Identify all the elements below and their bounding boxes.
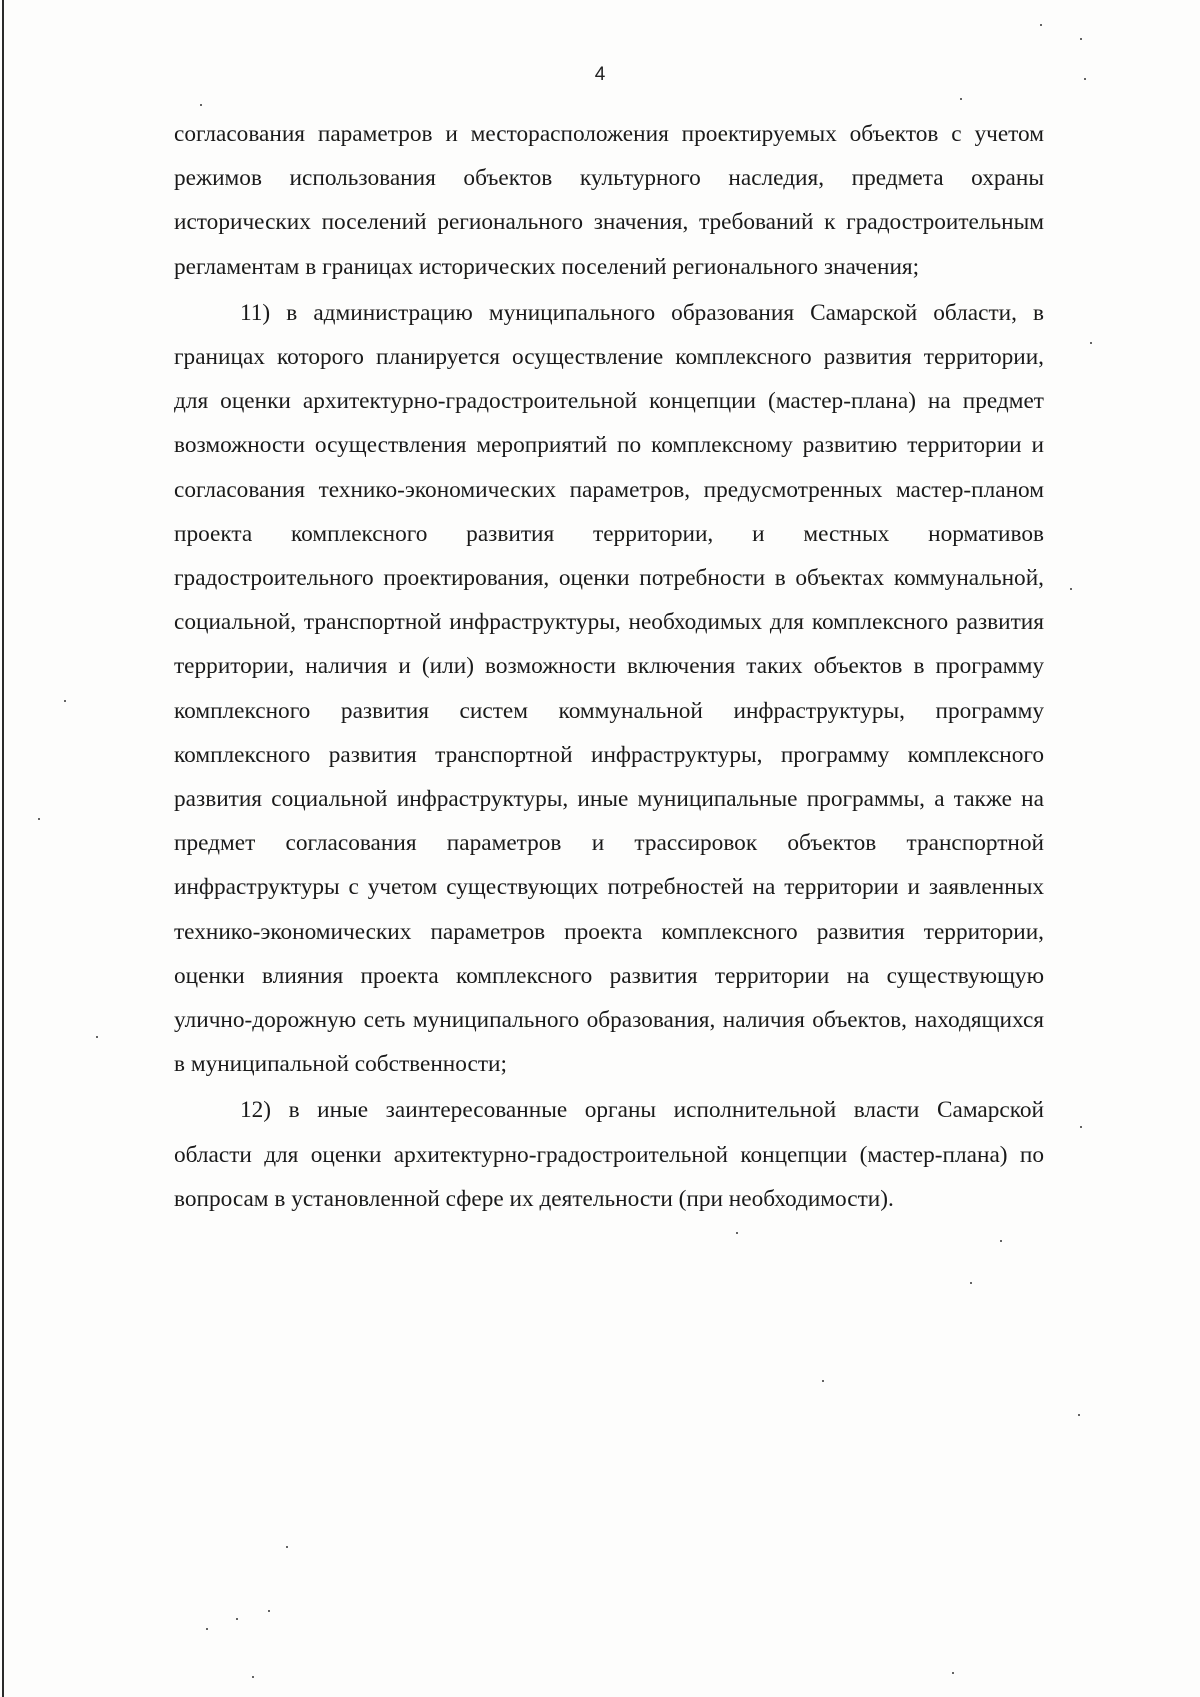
scan-speck bbox=[1090, 342, 1092, 344]
scan-speck bbox=[1080, 1126, 1082, 1128]
scan-left-edge bbox=[2, 0, 4, 1697]
scan-speck bbox=[64, 700, 66, 702]
scan-speck bbox=[200, 104, 202, 106]
page-number: 4 bbox=[594, 64, 606, 85]
scan-speck bbox=[96, 1036, 98, 1038]
paragraph-continuation: согласования параметров и месторасположения проектируемых объектов с учетом режимов использования объектов культурного наследия, предмета охраны исторических поселений регионального значения, требований к градостроительным регламентам в границах исторических поселений регионального значения; bbox=[174, 121, 1044, 280]
document-body bbox=[174, 112, 1044, 1221]
scan-speck bbox=[952, 1672, 954, 1674]
scan-speck bbox=[1080, 38, 1082, 40]
scan-speck bbox=[960, 98, 962, 100]
scan-speck bbox=[252, 1676, 254, 1678]
scan-speck bbox=[236, 1618, 238, 1620]
scan-speck bbox=[822, 1380, 824, 1382]
scan-speck bbox=[736, 1232, 738, 1234]
scan-speck bbox=[38, 818, 40, 820]
scan-speck bbox=[1078, 1414, 1080, 1416]
scan-speck bbox=[286, 1546, 288, 1548]
scan-speck bbox=[206, 1628, 208, 1630]
scan-speck bbox=[1040, 24, 1042, 26]
scan-speck bbox=[1000, 1240, 1002, 1242]
paragraph-item-11: 11) в администрацию муниципального образования Самарской области, в границах которого планируется осуществление комплексного развития территории, для оценки архитектурно-градостроительной концепции (мастер-плана) на предмет возможности осуществления мероприятий по комплексному развитию территории и согласования технико-экономических параметров, предусмотренных мастер-планом проекта комплексного развития территории, и местных нормативов градостроительного проектирования, оценки потребности в объектах коммунальной, социальной, транспортной инфраструктуры, необходимых для комплексного развития территории, наличия и (или) возможности включения таких объектов в программу комплексного развития систем коммунальной инфраструктуры, программу комплексного развития транспортной инфраструктуры, программу комплексного развития социальной инфраструктуры, иные муниципальные программы, а также на предмет согласования параметров и трассировок объектов транспортной инфраструктуры с учетом существующих потребностей на территории и заявленных технико-экономических параметров проекта комплексного развития территории, оценки влияния проекта комплексного развития территории на существующую улично-дорожную сеть муниципального образования, наличия объектов, находящихся в муниципальной собственности; bbox=[174, 299, 1044, 1078]
scan-speck bbox=[268, 1610, 270, 1612]
scan-speck bbox=[970, 1282, 972, 1284]
scan-speck bbox=[1070, 588, 1072, 590]
scan-speck bbox=[1084, 78, 1086, 80]
paragraph-item-12: 12) в иные заинтересованные органы исполнительной власти Самарской области для оценки архитектурно-градостроительной концепции (мастер-плана) по вопросам в установленной сфере их деятельности (при необходимости). bbox=[174, 1097, 1044, 1212]
